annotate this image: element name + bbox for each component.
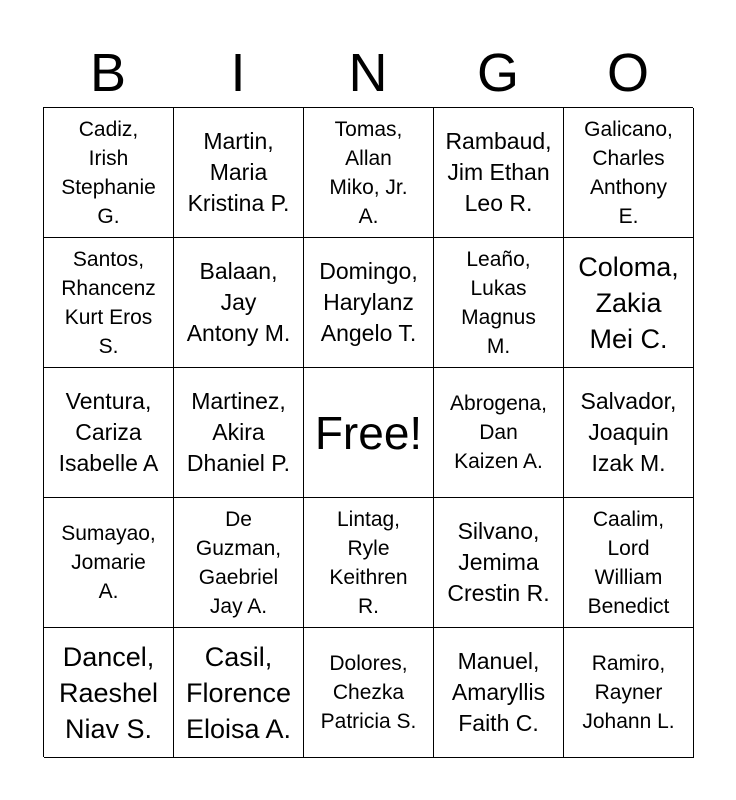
cell-text: Dolores, Chezka Patricia S. — [320, 652, 417, 733]
cell-text: Casil, Florence Eloisa A. — [185, 641, 292, 744]
header-letter-o: O — [606, 43, 649, 103]
cell-text: Galicano, Charles Anthony E. — [584, 117, 673, 228]
bingo-cell[interactable] — [44, 628, 174, 758]
cell-text: Rambaud, Jim Ethan Leo R. — [445, 128, 552, 216]
cell-text: Balaan, Jay Antony M. — [186, 258, 291, 346]
bingo-cell[interactable] — [564, 498, 694, 628]
cell-text: Santos, Rhancenz Kurt Eros S. — [61, 247, 156, 358]
bingo-cell[interactable] — [564, 368, 694, 498]
header-letter-n: N — [348, 43, 388, 103]
header-letter-b: B — [89, 43, 127, 103]
free-space-cell[interactable] — [304, 368, 434, 498]
cell-text: Martin, Maria Kristina P. — [187, 128, 290, 216]
bingo-cell[interactable] — [434, 108, 564, 238]
cell-text: Abrogena, Dan Kaizen A. — [450, 392, 547, 473]
cell-text: Dancel, Raeshel Niav S. — [58, 641, 159, 744]
bingo-cell[interactable] — [44, 368, 174, 498]
bingo-cell[interactable] — [434, 238, 564, 368]
cell-text: Ramiro, Rayner Johann L. — [582, 652, 675, 733]
bingo-cell[interactable] — [564, 238, 694, 368]
bingo-cell[interactable] — [304, 498, 434, 628]
cell-text: Coloma, Zakia Mei C. — [578, 251, 679, 354]
bingo-cell[interactable] — [44, 238, 174, 368]
bingo-cell[interactable] — [434, 368, 564, 498]
bingo-cell[interactable] — [434, 498, 564, 628]
bingo-cell[interactable] — [174, 498, 304, 628]
cell-text: Domingo, Harylanz Angelo T. — [319, 258, 418, 346]
bingo-cell[interactable] — [434, 628, 564, 758]
cell-text: Sumayao, Jomarie A. — [61, 522, 156, 603]
bingo-cell[interactable] — [174, 628, 304, 758]
cell-text: Cadiz, Irish Stephanie G. — [61, 117, 156, 228]
cell-text: Tomas, Allan Miko, Jr. A. — [329, 117, 408, 228]
cell-text: Salvador, Joaquin Izak M. — [580, 388, 677, 476]
free-space-text: Free! — [314, 406, 423, 459]
bingo-cell[interactable] — [44, 498, 174, 628]
bingo-cell[interactable] — [304, 628, 434, 758]
bingo-cell[interactable] — [564, 628, 694, 758]
bingo-header — [43, 40, 693, 106]
cell-text: Leaño, Lukas Magnus M. — [461, 247, 536, 358]
cell-text: Silvano, Jemima Crestin R. — [447, 518, 550, 606]
bingo-cell[interactable] — [174, 108, 304, 238]
bingo-cell[interactable] — [44, 108, 174, 238]
cell-text: Ventura, Cariza Isabelle A — [58, 388, 159, 476]
header-letter-g: G — [476, 43, 519, 103]
cell-text: Caalim, Lord William Benedict — [587, 507, 670, 618]
bingo-cell[interactable] — [304, 238, 434, 368]
cell-text: Manuel, Amaryllis Faith C. — [451, 648, 546, 736]
bingo-cell[interactable] — [174, 238, 304, 368]
bingo-board — [43, 107, 693, 757]
cell-text: De Guzman, Gaebriel Jay A. — [195, 507, 282, 618]
bingo-cell[interactable] — [174, 368, 304, 498]
cell-text: Lintag, Ryle Keithren R. — [329, 507, 408, 618]
bingo-cell[interactable] — [304, 108, 434, 238]
bingo-cell[interactable] — [564, 108, 694, 238]
cell-text: Martinez, Akira Dhaniel P. — [186, 388, 291, 476]
header-letter-i: I — [230, 43, 246, 103]
